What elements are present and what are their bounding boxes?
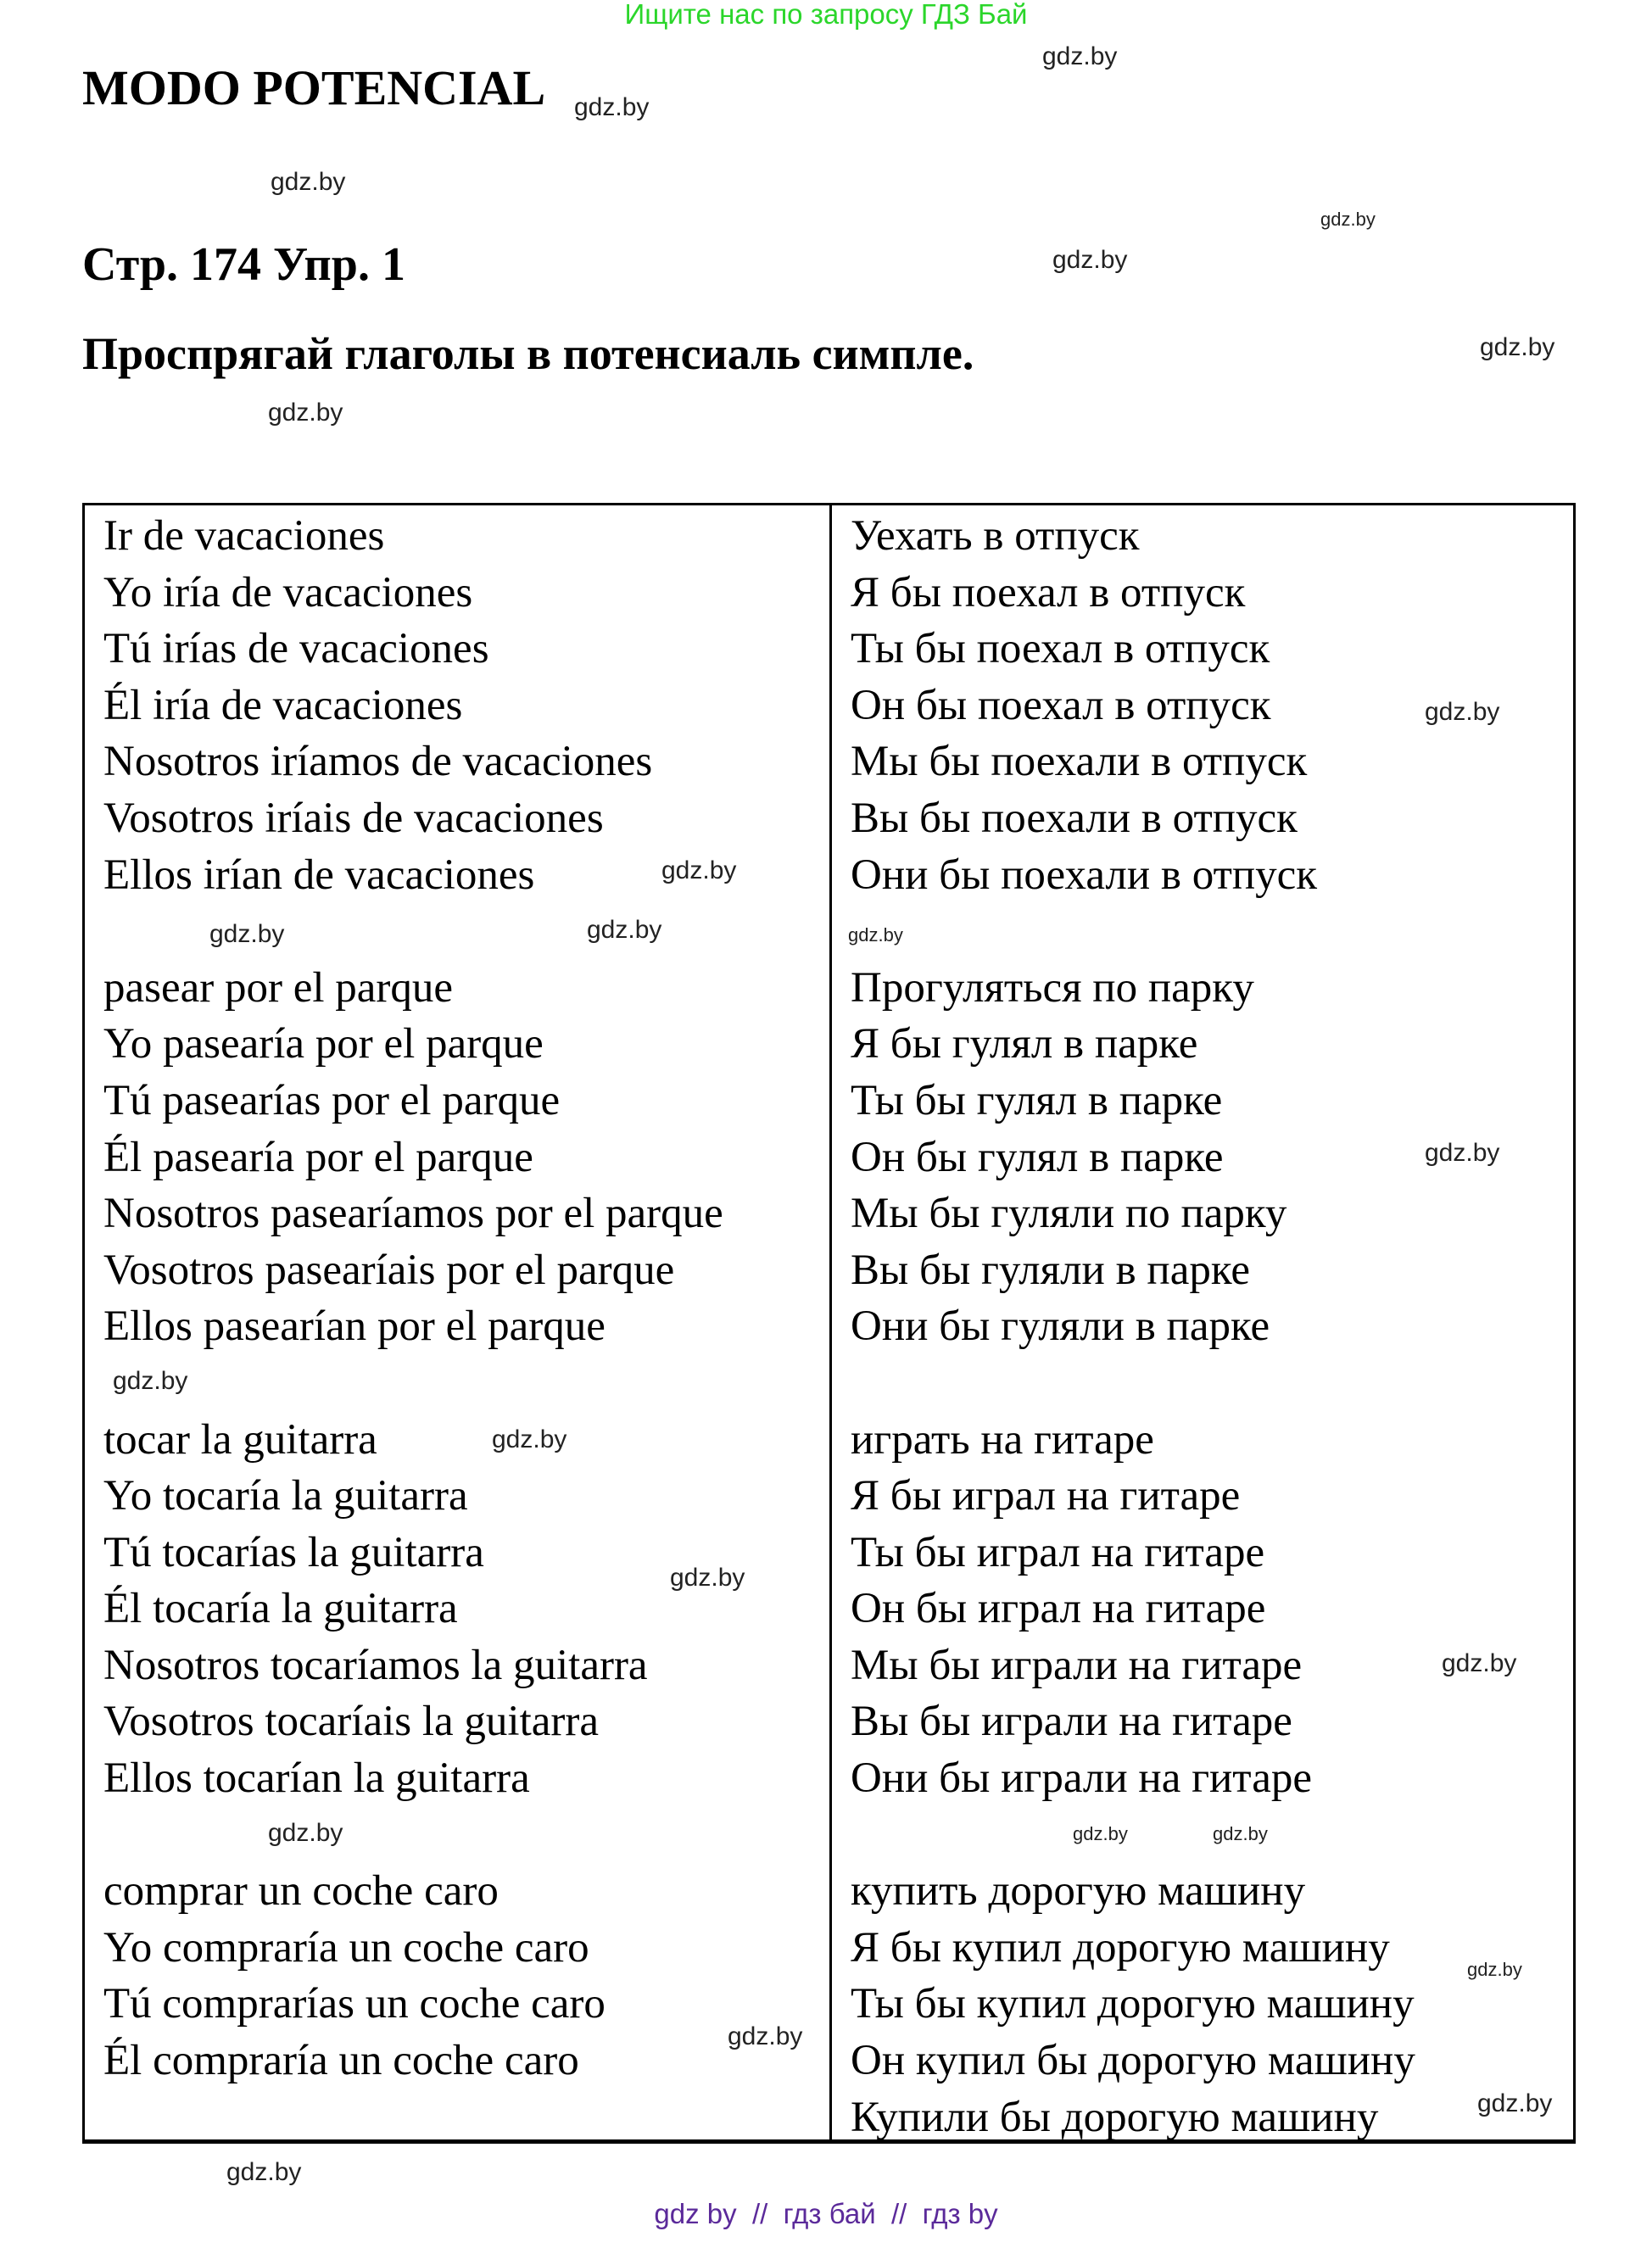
russian-line: Купили бы дорогую машину [851,2093,1379,2141]
russian-line: Уехать в отпуск [851,512,1140,560]
task-heading: Проспрягай глаголы в потенсиаль симпле. [82,328,974,379]
watermark: gdz.by [1425,1139,1500,1167]
spanish-line: Vosotros iríais de vacaciones [103,794,604,842]
spanish-line: Nosotros pasearíamos por el parque [103,1190,723,1238]
russian-line: Я бы купил дорогую машину [851,1923,1390,1972]
spanish-line: Él pasearía por el parque [103,1133,533,1181]
russian-line: Ты бы гулял в парке [851,1076,1223,1124]
exercise-heading: Стр. 174 Упр. 1 [82,238,405,291]
search-banner: Ищите нас по запросу ГДЗ Бай [624,0,1028,30]
watermark: gdz.by [1042,42,1118,70]
spanish-line: pasear por el parque [103,963,454,1012]
watermark: gdz.by [1320,209,1376,230]
spanish-line: Tú tocarías la guitarra [103,1528,484,1576]
watermark: gdz.by [1425,698,1500,726]
russian-line: Прогуляться по парку [851,963,1254,1012]
spanish-line: Ellos tocarían la guitarra [103,1754,530,1803]
russian-line: Ты бы играл на гитаре [851,1528,1265,1576]
spanish-line: Vosotros pasearíais por el parque [103,1246,675,1294]
russian-line: Вы бы играли на гитаре [851,1698,1292,1746]
watermark: gdz.by [1477,2089,1553,2117]
spanish-line: Ir de vacaciones [103,512,385,560]
russian-line: Он купил бы дорогую машину [851,2037,1415,2085]
page-title: MODO POTENCIAL [82,60,546,115]
russian-line: Мы бы поехали в отпуск [851,738,1308,786]
russian-line: Они бы играли на гитаре [851,1754,1312,1803]
spanish-line: Yo compraría un coche caro [103,1923,589,1972]
russian-line: Он бы гулял в парке [851,1133,1224,1181]
watermark: gdz.by [492,1425,567,1453]
russian-line: Вы бы гуляли в парке [851,1246,1250,1294]
russian-line: Он бы поехал в отпуск [851,681,1271,729]
spanish-line: tocar la guitarra [103,1415,377,1464]
russian-line: играть на гитаре [851,1415,1154,1464]
spanish-line: Él tocaría la guitarra [103,1585,458,1633]
russian-line: Ты бы купил дорогую машину [851,1980,1415,2028]
spanish-column [85,505,832,2139]
spanish-line: Ellos pasearían por el parque [103,1303,606,1351]
spanish-line: Él iría de vacaciones [103,681,463,729]
russian-line: Он бы играл на гитаре [851,1585,1266,1633]
watermark: gdz.by [113,1367,188,1395]
watermark: gdz.by [574,93,650,121]
spanish-line: Tú pasearías por el parque [103,1076,561,1124]
spanish-line: Yo pasearía por el parque [103,1020,544,1068]
russian-line: Они бы поехали в отпуск [851,851,1318,899]
watermark: gdz.by [1052,246,1128,274]
spanish-line: Yo iría de vacaciones [103,568,473,616]
spanish-line: comprar un coche caro [103,1867,499,1916]
watermark: gdz.by [661,856,737,884]
russian-line: Я бы поехал в отпуск [851,568,1246,616]
russian-line: Мы бы играли на гитаре [851,1641,1303,1689]
watermark: gdz.by [271,168,346,196]
russian-line: Я бы гулял в парке [851,1020,1198,1068]
russian-column [832,505,1573,2139]
watermark: gdz.by [728,2022,803,2050]
russian-line: Они бы гуляли в парке [851,1303,1270,1351]
russian-line: Ты бы поехал в отпуск [851,625,1270,673]
spanish-line: Yo tocaría la guitarra [103,1472,468,1520]
watermark: gdz.by [209,920,285,948]
spanish-line: Tú comprarías un coche caro [103,1980,606,2028]
watermark: gdz.by [226,2158,302,2186]
watermark: gdz.by [848,924,903,945]
watermark: gdz.by [1213,1823,1268,1844]
spanish-line: Nosotros tocaríamos la guitarra [103,1641,648,1689]
watermark: gdz.by [1073,1823,1128,1844]
watermark: gdz.by [1467,1959,1522,1980]
watermark: gdz.by [1480,333,1555,361]
watermark: gdz.by [670,1564,745,1592]
russian-line: Вы бы поехали в отпуск [851,794,1298,842]
russian-line: Мы бы гуляли по парку [851,1190,1287,1238]
watermark: gdz.by [1442,1649,1517,1677]
russian-line: купить дорогую машину [851,1867,1306,1916]
spanish-line: Nosotros iríamos de vacaciones [103,738,653,786]
conjugation-table [82,503,1576,2144]
watermark: gdz.by [268,399,343,427]
footer-links: gdz by // гдз бай // гдз by [654,2198,998,2229]
watermark: gdz.by [587,916,662,944]
watermark: gdz.by [268,1819,343,1847]
spanish-line: Él compraría un coche caro [103,2037,579,2085]
spanish-line: Ellos irían de vacaciones [103,851,535,899]
spanish-line: Tú irías de vacaciones [103,625,489,673]
russian-line: Я бы играл на гитаре [851,1472,1241,1520]
spanish-line: Vosotros tocaríais la guitarra [103,1698,599,1746]
